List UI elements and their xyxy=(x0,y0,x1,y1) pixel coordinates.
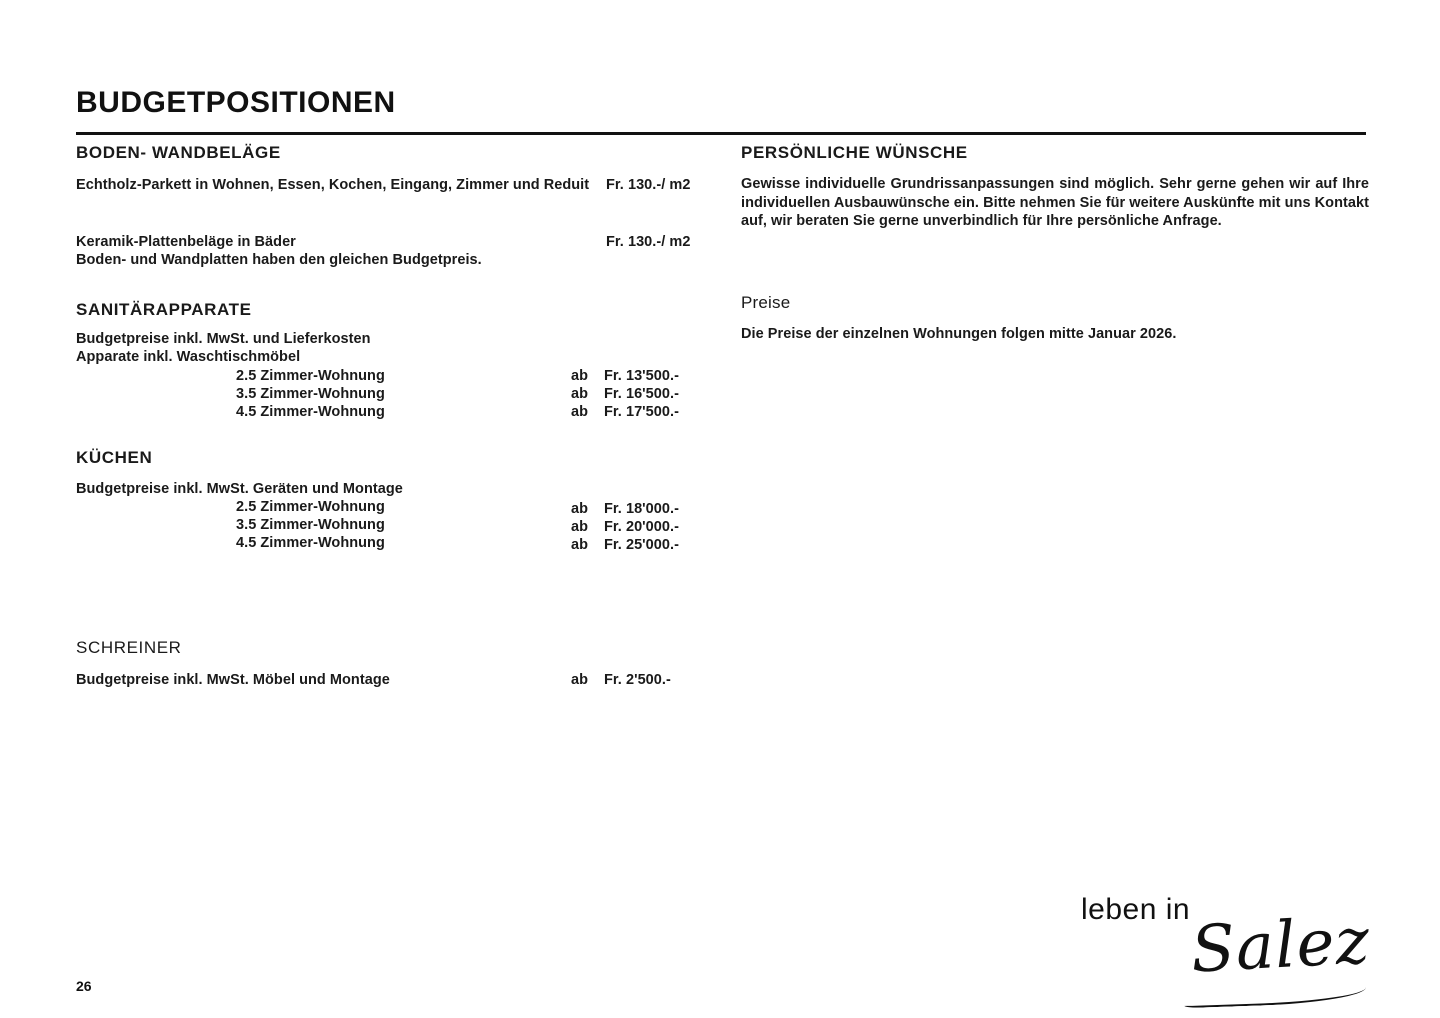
sanitary-row-label: 2.5 Zimmer-Wohnung xyxy=(236,368,385,384)
sanitary-row-label: 3.5 Zimmer-Wohnung xyxy=(236,386,385,402)
floor-walls-item-1: Echtholz-Parkett in Wohnen, Essen, Kochen, Eingang, Zimmer und Reduit xyxy=(76,177,590,193)
floor-walls-price-2: Fr. 130.-/ m2 xyxy=(606,234,691,250)
sanitary-row-price: Fr. 17'500.- xyxy=(604,404,679,420)
section-floor-walls xyxy=(76,143,706,283)
floor-walls-item-2: Keramik-Plattenbeläge in Bäder xyxy=(76,234,296,250)
floor-walls-item-2-note: Boden- und Wandplatten haben den gleichen Budgetpreis. xyxy=(76,252,482,268)
sanitary-row-price: Fr. 16'500.- xyxy=(604,386,679,402)
logo-line-2: Salez xyxy=(1189,904,1372,988)
kitchens-row-prefix: ab xyxy=(571,519,589,535)
sanitary-row-price: Fr. 13'500.- xyxy=(604,368,679,384)
kitchens-row-price: Fr. 25'000.- xyxy=(604,537,679,553)
sanitary-line-2: Apparate inkl. Waschtischmöbel xyxy=(76,349,301,365)
floor-walls-heading: BODEN- WANDBELÄGE xyxy=(76,143,281,162)
kitchens-heading: KÜCHEN xyxy=(76,448,153,467)
kitchens-line-1: Budgetpreise inkl. MwSt. Geräten und Montage xyxy=(76,481,403,497)
logo-line-1: leben in xyxy=(1081,893,1191,926)
sanitary-line-1: Budgetpreise inkl. MwSt. und Lieferkosten xyxy=(76,331,371,347)
sanitary-row-prefix: ab xyxy=(571,386,589,402)
page-title: BUDGETPOSITIONEN xyxy=(76,86,396,119)
page-content xyxy=(76,0,1369,1018)
joinery-line-1: Budgetpreise inkl. MwSt. Möbel und Montage xyxy=(76,672,390,688)
kitchens-row-label: 4.5 Zimmer-Wohnung xyxy=(236,535,385,551)
kitchens-row-prefix: ab xyxy=(571,501,589,517)
logo xyxy=(1076,885,1372,990)
floor-walls-price-1: Fr. 130.-/ m2 xyxy=(606,177,691,193)
kitchens-row-prefix: ab xyxy=(571,537,589,553)
sanitary-row-label: 4.5 Zimmer-Wohnung xyxy=(236,404,385,420)
prices-heading: Preise xyxy=(741,293,791,312)
wishes-paragraph: Gewisse individuelle Grundrissanpassungen sind möglich. Sehr gerne gehen wir auf Ihre individuellen Ausbauwünsche ein. Bitte nehmen Sie für weitere Auskünfte mit uns Kontakt auf, wir beraten Sie gerne unverbindlich für Ihre persönliche Anfrage. xyxy=(741,176,1369,230)
joinery-heading: SCHREINER xyxy=(76,638,182,657)
sanitary-heading: SANITÄRAPPARATE xyxy=(76,300,252,319)
kitchens-row-price: Fr. 18'000.- xyxy=(604,501,679,517)
title-divider xyxy=(76,132,1366,135)
sanitary-row-prefix: ab xyxy=(571,368,589,384)
kitchens-row-price: Fr. 20'000.- xyxy=(604,519,679,535)
left-column xyxy=(76,143,706,688)
joinery-prefix: ab xyxy=(571,672,589,688)
kitchens-row-label: 3.5 Zimmer-Wohnung xyxy=(236,517,385,533)
joinery-price: Fr. 2'500.- xyxy=(604,672,671,688)
prices-paragraph: Die Preise der einzelnen Wohnungen folgen mitte Januar 2026. xyxy=(741,326,1177,342)
wishes-heading: PERSÖNLICHE WÜNSCHE xyxy=(741,143,968,162)
page-number: 26 xyxy=(76,978,92,994)
kitchens-row-label: 2.5 Zimmer-Wohnung xyxy=(236,499,385,515)
sanitary-row-prefix: ab xyxy=(571,404,589,420)
